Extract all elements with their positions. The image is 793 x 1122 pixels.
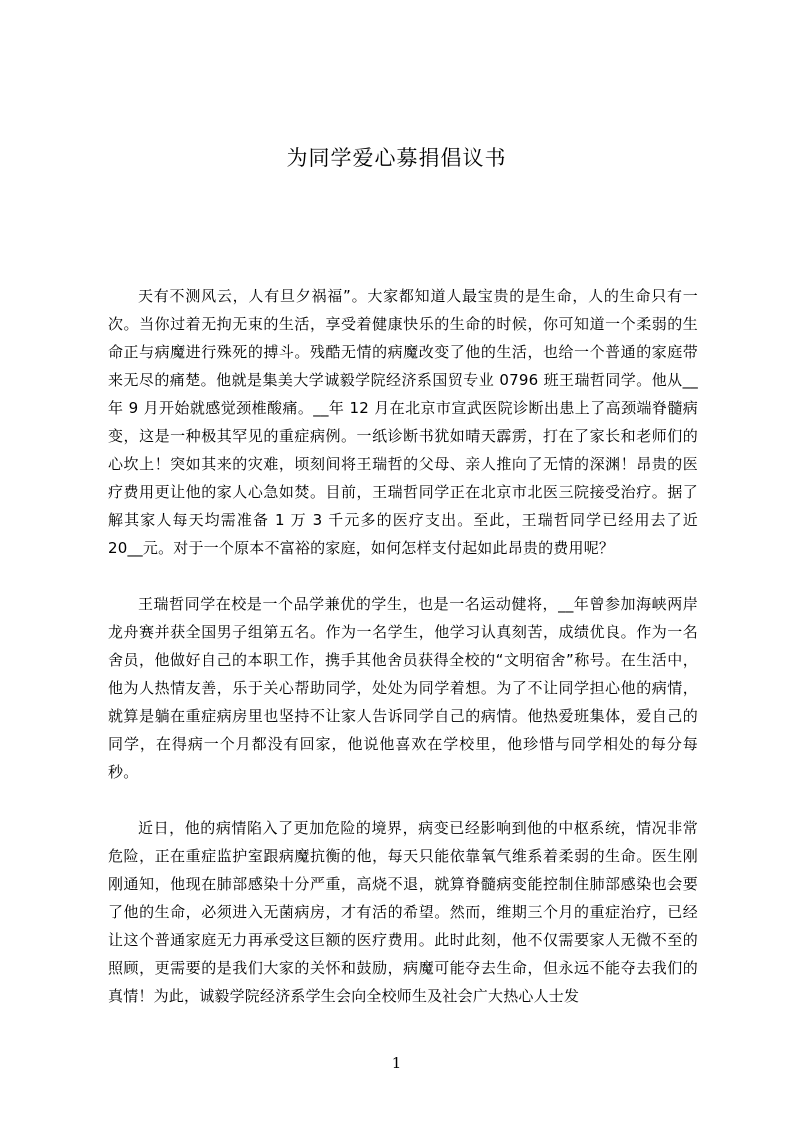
paragraph-2: 王瑞哲同学在校是一个品学兼优的学生，也是一名运动健将，__年曾参加海峡两岸龙舟赛并获全国男子组第五名。作为一名学生，他学习认真刻苦，成绩优良。作为一名舍员，他做好自己的本职工作，携手其他舍员获得全校的“文明宿舍”称号。在生活中，他为人热情友善，乐于关心帮助同学，处处为同学着想。为了不让同学担心他的病情，就算是躺在重症病房里也坚持不让家人告诉同学自己的病情。他热爱班集体，爱自己的同学，在得病一个月都没有回家，他说他喜欢在学校里，他珍惜与同学相处的每分每秒。	[108, 595, 698, 781]
document-title: 为同学爱心募捐倡议书	[286, 146, 507, 170]
paragraph-1: 天有不测风云，人有旦夕祸福”。大家都知道人最宝贵的是生命，人的生命只有一次。当你过着无拘无束的生活，享受着健康快乐的生命的时候，你可知道一个柔弱的生命正与病魔进行殊死的搏斗。残酷无情的病魔改变了他的生活，也给一个普通的家庭带来无尽的痛楚。他就是集美大学诚毅学院经济系国贸专业 0796 班王瑞哲同学。他从__年 9 月开始就感觉颈椎酸痛。__年 12 月在北京市宣武医院诊断出患上了高颈端脊髓病变，这是一种极其罕见的重症病例。一纸诊断书犹如晴天霹雳，打在了家长和老师们的心坎上！突如其来的灾难，顷刻间将王瑞哲的父母、亲人推向了无情的深渊！昂贵的医疗费用更让他的家人心急如焚。目前，王瑞哲同学正在北京市北医三院接受治疗。据了解其家人每天均需准备 1 万 3 千元多的医疗支出。至此，王瑞哲同学已经用去了近 20__元。对于一个原本不富裕的家庭，如何怎样支付起如此昂贵的费用呢？	[108, 287, 698, 557]
paragraph-3: 近日，他的病情陷入了更加危险的境界，病变已经影响到他的中枢系统，情况非常危险，正在重症监护室跟病魔抗衡的他，每天只能依靠氧气维系着柔弱的生命。医生刚刚通知，他现在肺部感染十分严重，高烧不退，就算脊髓病变能控制住肺部感染也会要了他的生命，必须进入无菌病房，才有活的希望。然而，维期三个月的重症治疗，已经让这个普通家庭无力再承受这巨额的医疗费用。此时此刻，他不仅需要家人无微不至的照顾，更需要的是我们大家的关怀和鼓励，病魔可能夺去生命，但永远不能夺去我们的真情！为此，诚毅学院经济系学生会向全校师生及社会广大热心人士发	[108, 819, 698, 1005]
page-number: 1	[391, 1054, 402, 1072]
document-body	[108, 282, 698, 1038]
